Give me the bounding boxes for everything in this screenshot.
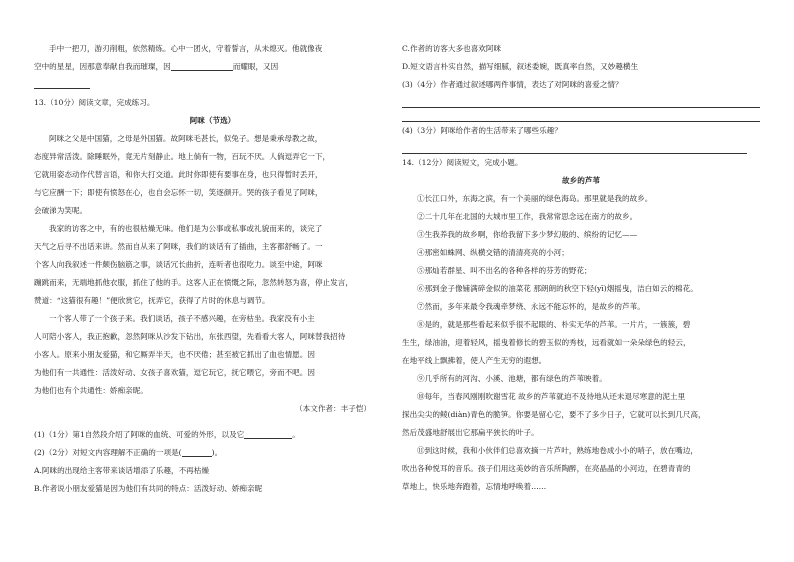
paragraph-9: ⑨几乎所有的河沟、小溪、池塘，都有绿色的芦苇映着。 bbox=[417, 374, 607, 383]
fill-blank-1[interactable] bbox=[171, 59, 233, 71]
question-1 bbox=[34, 426, 391, 444]
paragraph-2 bbox=[34, 220, 391, 310]
text-line: 然后茂盛地舒展出它那扁平狭长的叶子。 bbox=[402, 428, 539, 437]
answer-line-q4[interactable] bbox=[402, 142, 747, 154]
text-line: 小客人。原来小朋友爱猫，和它厮弄半天，也不厌倦；甚至被它抓出了血也情愿。因 bbox=[34, 350, 315, 359]
option-d: D.短文语言朴实自然，描写细腻，叙述委婉，既真率自然，又妙趣横生 bbox=[402, 62, 639, 71]
text-line: ⑩每年，当春风刚刚吹谢雪花 故乡的芦苇就迫不及待地从还未退尽寒意的泥土里 bbox=[417, 392, 686, 401]
text-line: 在地平线上飘拂着，使人产生无穷的遐想。 bbox=[402, 356, 547, 365]
right-column bbox=[402, 40, 760, 496]
question-14-heading: 14.（12分）阅读短文，完成小题。 bbox=[402, 158, 523, 167]
question-1-end: 。 bbox=[292, 430, 300, 439]
text-line: 为他们有一共通性：活泼好动、女孩子喜欢猫，逗它玩它，抚它喂它，旁而不吧。因 bbox=[34, 368, 315, 377]
text-line: 天气之后寻不出话来讲。然而自从来了阿咪，我们的谈话有了插曲，主客都舒畅了。一 bbox=[34, 242, 323, 251]
question-2 bbox=[34, 444, 391, 462]
text-line: 阿咪之父是中国猫，之母是外国猫。故阿咪毛甚长，似兔子。想是秉承母教之故， bbox=[49, 134, 323, 143]
text-line: 生生，绿油油，迎着轻风，摇曳着修长的碧玉似的秀枝，远看就如一朵朵绿色的轻云， bbox=[402, 338, 691, 347]
article-title-2: 故乡的芦苇 bbox=[562, 176, 600, 185]
question-2-text: (2)（2分）对短文内容理解不正确的一项是( bbox=[34, 448, 182, 457]
numbered-line: ②二十几年在北国的大城市里工作，我常常思念远在南方的故乡。 bbox=[417, 212, 638, 221]
numbered-line: ③生我养我的故乡啊，你给我留下多少梦幻般的、缤纷的记忆—— bbox=[417, 230, 638, 239]
option-b: B.作者说小朋友爱猫是因为他们有共同的特点：活泼好动、娇痴亲昵 bbox=[34, 484, 263, 493]
answer-line-q3-2[interactable] bbox=[402, 110, 760, 122]
fill-blank-2[interactable] bbox=[34, 77, 90, 89]
text-line: 一个客人带了一个孩子来。我们谈话，孩子不感兴趣，在旁枯坐。我家没有小主 bbox=[49, 314, 315, 323]
question-3: (3)（4分）作者通过叙述哪两件事情，表达了对阿咪的喜爱之情？ bbox=[402, 80, 623, 89]
answer-line-q3-1[interactable] bbox=[402, 96, 760, 108]
fragment-line-2 bbox=[34, 58, 391, 76]
text-line: 吹出各种悦耳的音乐。孩子们用这美妙的音乐所陶醉，在亮晶晶的小河边，在碧青青的 bbox=[402, 464, 691, 473]
article-title: 阿咪（节选） bbox=[189, 116, 236, 125]
left-column bbox=[34, 40, 391, 498]
numbered-line: ④那密如蛛网、纵横交错的清清亮亮的小河； bbox=[417, 248, 569, 257]
option-a: A.阿咪的出现给主客带来谈话增添了乐趣，不再枯燥 bbox=[34, 466, 209, 475]
text-line: 为他们也有个共通性：娇痴亲昵。 bbox=[34, 386, 148, 395]
text-line: ⑪到这时候，我和小伙伴们总喜欢摘一片芦叶，熟练地卷成小小的哨子，放在嘴边， bbox=[417, 446, 698, 455]
paragraph-11 bbox=[402, 442, 760, 496]
author-credit: （本文作者：丰子恺） bbox=[295, 404, 371, 413]
numbered-line: ⑤那灿若群星、叫不出名的各种各样的芬芳的野花； bbox=[417, 266, 592, 275]
fragment-text-a: 空中的星星，因那意奉献自我而璀璨，因 bbox=[34, 62, 171, 71]
fragment-line-3 bbox=[34, 76, 391, 94]
question-2-end: )。 bbox=[211, 448, 223, 457]
question-13-heading: 13.（10分）阅读文章，完成练习。 bbox=[34, 98, 155, 107]
paragraph-1 bbox=[34, 130, 391, 220]
numbered-line: ①长江口外，东海之滨，有一个美丽的绿色海岛。那里就是我的故乡。 bbox=[417, 194, 653, 203]
text-line: 与它应酬一下；即使有愤怒在心，也自会忘怀一切，笑逐颜开。哭的孩子看见了阿咪， bbox=[34, 188, 323, 197]
text-line: 会破涕为笑呢。 bbox=[34, 206, 88, 215]
option-c: C.作者的访客大多也喜欢阿咪 bbox=[402, 44, 502, 53]
text-line: 探出尖尖的鲮(diàn)青色的脆笋。你要是留心它，要不了多少日子，它就可以长到几尺高， bbox=[402, 410, 706, 419]
fragment-text-b: 而耀眼，又因 bbox=[232, 62, 279, 71]
question-4: (4)（3分）阿咪给作者的生活带来了哪些乐趣？ bbox=[402, 126, 562, 135]
text-line: 它就用姿态动作代替言语，和你大打交道。此时你即使有要事在身，也只得暂时丢开， bbox=[34, 170, 323, 179]
text-line: 蹦跳而来，无端地抓他衣服，抓住了他的手。这客人正在愤慨之际，忽然转怒为喜，停止发言， bbox=[34, 278, 353, 287]
text-line: ⑧是的，就是那些看起来似乎很不起眼的、朴实无华的芦苇。一片片，一簇簇，碧 bbox=[417, 320, 691, 329]
paragraph-3 bbox=[34, 310, 391, 400]
answer-blank-q1[interactable] bbox=[244, 427, 292, 439]
text-line: 草地上，快乐地奔跑着，忘情地呼唤着…… bbox=[402, 482, 547, 491]
paragraph-8 bbox=[402, 316, 760, 370]
fragment-line-1: 手中一把刀，游刃削粗，依然精炼。心中一团火，守着誓言，从未熄灭。他就像夜 bbox=[49, 44, 323, 53]
text-line: 态度异常活泼。除睡眠外，竟无片刻静止。地上倘有一物，百玩不厌。人倘逗弄它一下， bbox=[34, 152, 331, 161]
paragraph-10 bbox=[402, 388, 760, 442]
numbered-line: ⑥那到金子像铺满碎金似的油菜花 那朗朗的秋空下轻(yī)烟摇曳，洁白如云的棉花。 bbox=[417, 284, 698, 293]
answer-blank-q2[interactable] bbox=[182, 445, 212, 457]
text-line: 个客人向我叙述一件颇伤脑筋之事，谈话冗长曲折，连听者也很吃力。谈至中途，阿咪 bbox=[34, 260, 323, 269]
question-1-text: (1)（1分）第1自然段介绍了阿咪的血统、可爱的外形，以及它 bbox=[34, 430, 245, 439]
numbered-line: ⑦然而，多年来最令我魂牵梦绕、永远不能忘怀的，是故乡的芦苇。 bbox=[417, 302, 645, 311]
text-line: 人可陪小客人，我正抱歉，忽然阿咪从沙发下钻出，东张西望，先看看大客人，阿咪替我招待 bbox=[34, 332, 346, 341]
text-line: 赞道：“这猫很有趣！”便欣赏它，抚弄它，获得了片时的休息与调节。 bbox=[34, 296, 270, 305]
text-line: 我家的访客之中，有的也很枯燥无味。他们是为公事或私事或礼貌而来的，谈完了 bbox=[49, 224, 323, 233]
